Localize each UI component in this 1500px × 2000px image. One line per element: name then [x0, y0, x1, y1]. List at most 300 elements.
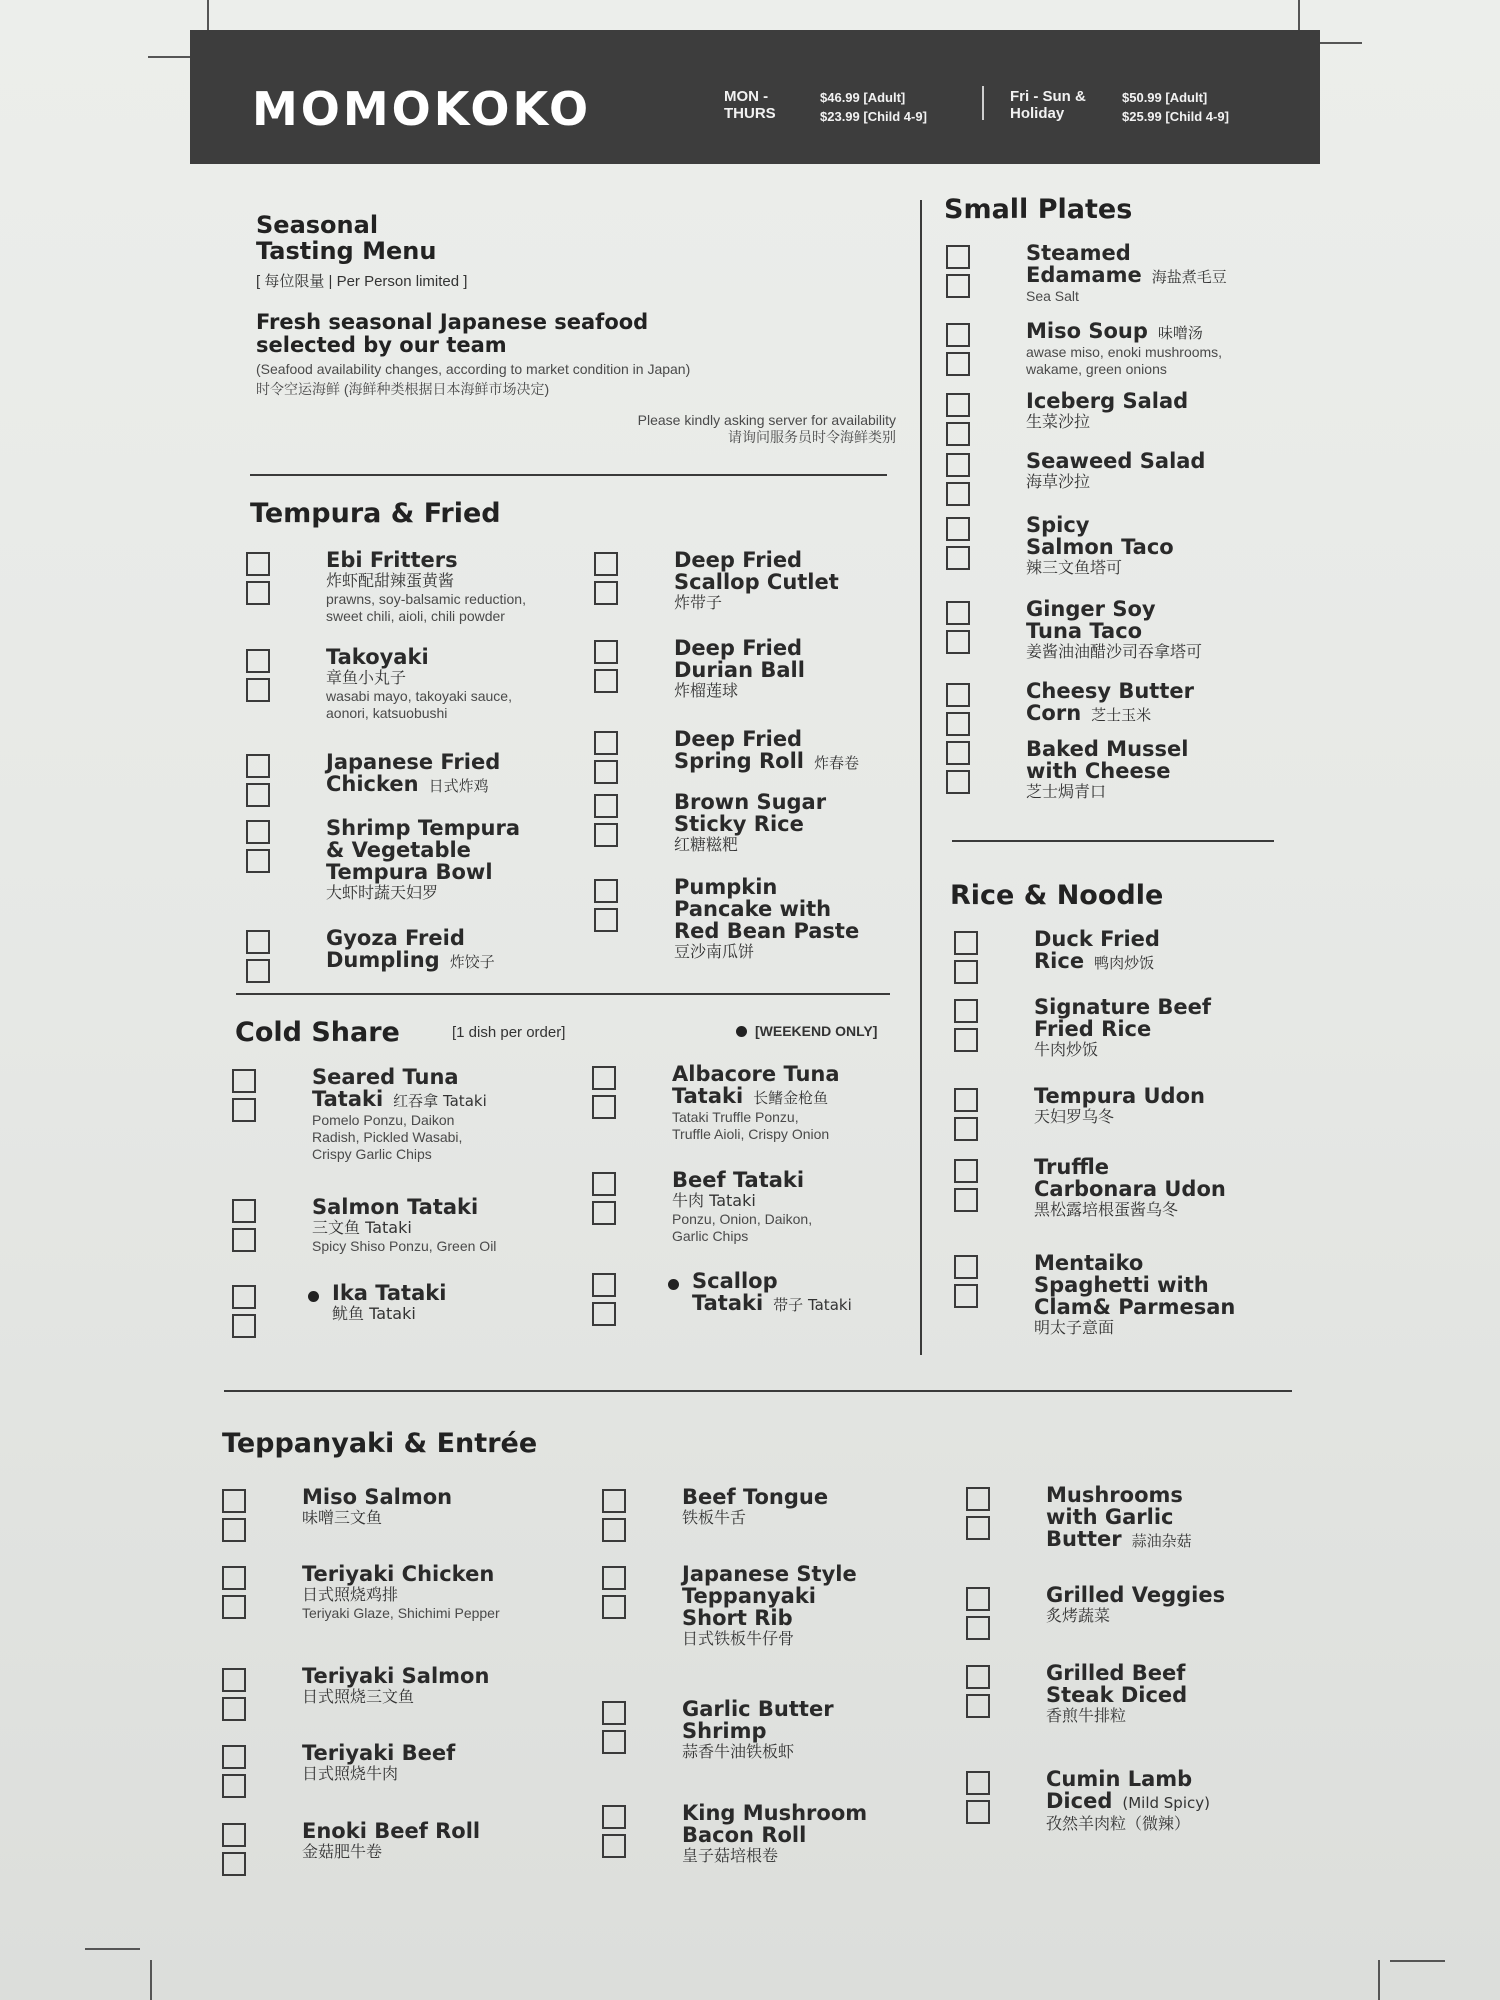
item-name-cn: (Mild Spicy): [1122, 1794, 1210, 1812]
seasonal-intro: [256, 212, 896, 446]
item-name: Tataki: [312, 1087, 384, 1111]
order-checkbox[interactable]: [946, 274, 970, 298]
order-checkbox[interactable]: [602, 1518, 626, 1542]
header-bar: [190, 30, 1320, 164]
order-checkbox[interactable]: [592, 1172, 616, 1196]
item-description: aonori, katsuobushi: [326, 705, 448, 721]
menu-item-text: [1046, 1584, 1225, 1626]
order-checkbox[interactable]: [232, 1228, 256, 1252]
item-name: Signature Beef: [1034, 995, 1212, 1019]
menu-item-text: [1026, 390, 1188, 432]
order-checkbox[interactable]: [592, 1302, 616, 1326]
item-name-cn: 辣三文鱼塔可: [1026, 558, 1123, 577]
order-checkbox[interactable]: [954, 1188, 978, 1212]
order-checkbox[interactable]: [246, 783, 270, 807]
item-name: Ebi Fritters: [326, 548, 458, 572]
item-name: Brown Sugar: [674, 790, 827, 814]
item-name: Red Bean Paste: [674, 919, 860, 943]
order-checkbox[interactable]: [946, 741, 970, 765]
menu-item-text: [1026, 598, 1202, 662]
item-name: & Vegetable: [326, 838, 471, 862]
divider-line: [224, 1390, 1292, 1392]
divider-line: [250, 474, 887, 476]
menu-item-text: [1026, 242, 1227, 305]
item-description: Garlic Chips: [672, 1228, 749, 1244]
item-name-cn: 日式炸鸡: [428, 777, 489, 795]
order-checkbox[interactable]: [946, 453, 970, 477]
item-name: Shrimp: [682, 1719, 767, 1743]
menu-item-text: [672, 1169, 812, 1245]
weekend-adult-price: $50.99 [Adult]: [1122, 90, 1208, 105]
checkbox-pair: [966, 1487, 995, 1545]
item-name-cn: 牛肉 Tataki: [672, 1191, 756, 1210]
checkbox-pair: [232, 1199, 261, 1257]
order-checkbox[interactable]: [222, 1595, 246, 1619]
checkbox-pair: [222, 1489, 251, 1547]
order-checkbox[interactable]: [246, 820, 270, 844]
header-divider: [982, 86, 984, 120]
order-checkbox[interactable]: [594, 552, 618, 576]
order-checkbox[interactable]: [966, 1487, 990, 1511]
order-checkbox[interactable]: [594, 731, 618, 755]
order-checkbox[interactable]: [946, 546, 970, 570]
order-checkbox[interactable]: [954, 1255, 978, 1279]
order-checkbox[interactable]: [954, 1284, 978, 1308]
menu-item-text: [1026, 514, 1174, 578]
order-checkbox[interactable]: [246, 959, 270, 983]
item-description: prawns, soy-balsamic reduction,: [326, 591, 526, 607]
checkbox-pair: [966, 1665, 995, 1723]
item-name-cn: 姜酱油油醋沙司吞拿塔可: [1026, 642, 1203, 661]
menu-item-text: [326, 549, 526, 625]
order-checkbox[interactable]: [592, 1095, 616, 1119]
menu-item-text: [1034, 1156, 1226, 1220]
item-name: Truffle: [1034, 1155, 1110, 1179]
item-name-cn: 日式铁板牛仔骨: [682, 1629, 795, 1648]
checkbox-pair: [222, 1668, 251, 1726]
order-checkbox[interactable]: [946, 422, 970, 446]
menu-item-text: [302, 1486, 452, 1528]
order-checkbox[interactable]: [594, 879, 618, 903]
weekend-prices: [1122, 88, 1229, 126]
menu-item-text: [302, 1820, 480, 1862]
item-name-cn: 炸带子: [674, 593, 723, 612]
order-checkbox[interactable]: [594, 640, 618, 664]
order-checkbox[interactable]: [954, 1088, 978, 1112]
checkbox-pair: [954, 1088, 983, 1146]
checkbox-pair: [246, 552, 275, 610]
checkbox-pair: [954, 1255, 983, 1313]
checkbox-pair: [946, 741, 975, 799]
item-name-cn: 炸榴莲球: [674, 681, 739, 700]
weekday-label: MON - THURS: [724, 88, 776, 122]
divider-line: [236, 993, 890, 995]
item-name: Beef Tataki: [672, 1168, 805, 1192]
menu-item-text: [1034, 1085, 1205, 1127]
item-name-cn: 金菇肥牛卷: [302, 1842, 383, 1861]
menu-item-text: [326, 927, 495, 973]
order-checkbox[interactable]: [602, 1489, 626, 1513]
order-checkbox[interactable]: [246, 552, 270, 576]
seasonal-headline-2: selected by our team: [256, 333, 507, 357]
weekday-prices: [820, 88, 927, 126]
order-checkbox[interactable]: [222, 1823, 246, 1847]
menu-item-text: [1034, 928, 1160, 974]
order-checkbox[interactable]: [594, 581, 618, 605]
item-name-cn: 豆沙南瓜饼: [674, 942, 755, 961]
checkbox-pair: [946, 683, 975, 741]
cold-share-note: [1 dish per order]: [452, 1024, 566, 1041]
item-name: Short Rib: [682, 1606, 793, 1630]
item-name-cn: 红吞拿 Tataki: [393, 1092, 487, 1110]
item-name: Sticky Rice: [674, 812, 804, 836]
item-name: Teriyaki Beef: [302, 1741, 456, 1765]
checkbox-pair: [946, 245, 975, 303]
order-checkbox[interactable]: [954, 931, 978, 955]
item-name-cn: 生菜沙拉: [1026, 412, 1091, 431]
menu-item-text: [1046, 1662, 1187, 1726]
order-checkbox[interactable]: [222, 1668, 246, 1692]
order-checkbox[interactable]: [222, 1774, 246, 1798]
item-name: Scallop Cutlet: [674, 570, 839, 594]
item-name-cn: 三文鱼 Tataki: [312, 1218, 412, 1237]
order-checkbox[interactable]: [946, 712, 970, 736]
order-checkbox[interactable]: [246, 649, 270, 673]
order-checkbox[interactable]: [954, 960, 978, 984]
item-name: Scallop: [692, 1269, 778, 1293]
menu-item-text: [692, 1270, 852, 1316]
item-name: Albacore Tuna: [672, 1062, 840, 1086]
divider-line: [952, 840, 1274, 842]
item-name: Cumin Lamb: [1046, 1767, 1193, 1791]
item-description: Sea Salt: [1026, 288, 1079, 304]
order-checkbox[interactable]: [966, 1665, 990, 1689]
item-name: Gyoza Freid: [326, 926, 465, 950]
item-name: with Garlic: [1046, 1505, 1174, 1529]
order-checkbox[interactable]: [222, 1566, 246, 1590]
order-checkbox[interactable]: [946, 630, 970, 654]
item-name: with Cheese: [1026, 759, 1171, 783]
menu-item-text: [674, 728, 859, 774]
checkbox-pair: [946, 323, 975, 381]
item-description: Pomelo Ponzu, Daikon: [312, 1112, 455, 1128]
item-name: Takoyaki: [326, 645, 429, 669]
item-name: Baked Mussel: [1026, 737, 1189, 761]
item-name: King Mushroom: [682, 1801, 868, 1825]
checkbox-pair: [592, 1273, 621, 1331]
item-name: Enoki Beef Roll: [302, 1819, 481, 1843]
order-checkbox[interactable]: [946, 323, 970, 347]
menu-item-text: [682, 1698, 834, 1762]
item-name: Grilled Veggies: [1046, 1583, 1226, 1607]
item-name-cn: 香煎牛排粒: [1046, 1706, 1127, 1725]
item-name-cn: 长鳍金枪鱼: [753, 1089, 829, 1107]
order-checkbox[interactable]: [946, 770, 970, 794]
weekend-dot-icon: [736, 1026, 747, 1037]
item-description: Teriyaki Glaze, Shichimi Pepper: [302, 1605, 500, 1621]
order-checkbox[interactable]: [246, 754, 270, 778]
item-name: Mushrooms: [1046, 1483, 1183, 1507]
menu-item-text: [674, 791, 826, 855]
item-name: Tempura Bowl: [326, 860, 493, 884]
item-name: Ika Tataki: [332, 1281, 447, 1305]
seasonal-note-en: (Seafood availability changes, according to market condition in Japan): [256, 361, 691, 377]
item-name-cn: 日式照烧牛肉: [302, 1764, 399, 1783]
weekend-dot-icon: [668, 1279, 679, 1290]
menu-item-text: [682, 1486, 828, 1528]
menu-item-text: [1026, 680, 1194, 726]
order-checkbox[interactable]: [946, 482, 970, 506]
order-checkbox[interactable]: [246, 930, 270, 954]
checkbox-pair: [602, 1701, 631, 1759]
item-name: Pancake with: [674, 897, 832, 921]
item-name-cn: 大虾时蔬天妇罗: [326, 883, 439, 902]
item-name: Teriyaki Salmon: [302, 1664, 490, 1688]
menu-item-text: [1046, 1768, 1210, 1834]
checkbox-pair: [946, 601, 975, 659]
order-checkbox[interactable]: [602, 1566, 626, 1590]
item-name: Miso Salmon: [302, 1485, 453, 1509]
item-name: Grilled Beef: [1046, 1661, 1186, 1685]
order-checkbox[interactable]: [602, 1701, 626, 1725]
section-cold-title: Cold Share: [235, 1017, 400, 1048]
order-checkbox[interactable]: [222, 1852, 246, 1876]
checkbox-pair: [946, 517, 975, 575]
checkbox-pair: [594, 879, 623, 937]
order-checkbox[interactable]: [594, 908, 618, 932]
crop-mark: [150, 1960, 152, 2000]
checkbox-pair: [246, 649, 275, 707]
checkbox-pair: [602, 1489, 631, 1547]
item-name: Pumpkin: [674, 875, 778, 899]
order-checkbox[interactable]: [954, 999, 978, 1023]
menu-item-text: [326, 751, 500, 797]
item-name: Deep Fried: [674, 548, 803, 572]
order-checkbox[interactable]: [232, 1285, 256, 1309]
item-name: Chicken: [326, 772, 419, 796]
crop-mark: [1378, 1960, 1380, 2000]
order-checkbox[interactable]: [966, 1771, 990, 1795]
order-checkbox[interactable]: [592, 1066, 616, 1090]
checkbox-pair: [246, 820, 275, 878]
order-checkbox[interactable]: [246, 849, 270, 873]
item-name-cn: 红糖糍粑: [674, 835, 739, 854]
checkbox-pair: [602, 1805, 631, 1863]
order-checkbox[interactable]: [966, 1694, 990, 1718]
item-name: Teriyaki Chicken: [302, 1562, 495, 1586]
item-name: Carbonara Udon: [1034, 1177, 1226, 1201]
order-checkbox[interactable]: [222, 1697, 246, 1721]
item-name-cn: 海盐煮毛豆: [1151, 268, 1227, 286]
order-checkbox[interactable]: [954, 1159, 978, 1183]
menu-item-text: [312, 1196, 496, 1255]
item-name: Salmon Tataki: [312, 1195, 479, 1219]
weekend-child-price: $25.99 [Child 4-9]: [1122, 109, 1229, 124]
order-checkbox[interactable]: [222, 1745, 246, 1769]
item-name-cn: 芝士焗青口: [1026, 782, 1107, 801]
item-description: awase miso, enoki mushrooms,: [1026, 344, 1223, 360]
order-checkbox[interactable]: [232, 1098, 256, 1122]
item-name: Tataki: [692, 1291, 764, 1315]
item-name: Bacon Roll: [682, 1823, 807, 1847]
item-name: Japanese Fried: [326, 750, 501, 774]
item-name: Tuna Taco: [1026, 619, 1143, 643]
item-name: Teppanyaki: [682, 1584, 816, 1608]
item-description: Spicy Shiso Ponzu, Green Oil: [312, 1238, 497, 1254]
menu-item-text: [326, 646, 512, 722]
menu-item-text: [672, 1063, 840, 1143]
item-description: Crispy Garlic Chips: [312, 1146, 432, 1162]
item-name: Beef Tongue: [682, 1485, 829, 1509]
menu-item-text: [1034, 1252, 1235, 1338]
checkbox-pair: [592, 1066, 621, 1124]
order-checkbox[interactable]: [222, 1489, 246, 1513]
item-description: Truffle Aioli, Crispy Onion: [672, 1126, 830, 1142]
checkbox-pair: [222, 1566, 251, 1624]
order-checkbox[interactable]: [222, 1518, 246, 1542]
menu-item-text: [1026, 320, 1222, 378]
item-description: Radish, Pickled Wasabi,: [312, 1129, 463, 1145]
item-name-cn: 带子 Tataki: [773, 1296, 852, 1314]
menu-item-text: [1046, 1484, 1192, 1552]
order-checkbox[interactable]: [602, 1595, 626, 1619]
order-checkbox[interactable]: [602, 1805, 626, 1829]
checkbox-pair: [594, 552, 623, 610]
menu-item-text: [674, 549, 839, 613]
menu-item-text: [674, 637, 805, 701]
order-checkbox[interactable]: [946, 393, 970, 417]
checkbox-pair: [222, 1823, 251, 1881]
weekend-only-label: [WEEKEND ONLY]: [755, 1023, 878, 1039]
checkbox-pair: [954, 931, 983, 989]
item-name: Fried Rice: [1034, 1017, 1152, 1041]
section-small-plates-title: Small Plates: [944, 194, 1133, 225]
order-checkbox[interactable]: [946, 601, 970, 625]
brand-logo: MOMOKOKO: [252, 82, 592, 136]
weekend-dot-icon: [308, 1291, 319, 1302]
item-name: Duck Fried: [1034, 927, 1160, 951]
order-checkbox[interactable]: [946, 517, 970, 541]
item-name: Seared Tuna: [312, 1065, 459, 1089]
order-checkbox[interactable]: [946, 245, 970, 269]
order-checkbox[interactable]: [954, 1117, 978, 1141]
item-name-cn: 日式照烧三文鱼: [302, 1687, 415, 1706]
item-name: Spring Roll: [674, 749, 804, 773]
item-name: Steak Diced: [1046, 1683, 1188, 1707]
item-name-cn: 蒜油杂菇: [1131, 1532, 1192, 1550]
order-checkbox[interactable]: [592, 1201, 616, 1225]
item-name-cn: 炸饺子: [449, 953, 495, 971]
item-name: Corn: [1026, 701, 1082, 725]
order-checkbox[interactable]: [966, 1516, 990, 1540]
order-checkbox[interactable]: [966, 1587, 990, 1611]
crop-mark: [1298, 0, 1300, 30]
checkbox-pair: [954, 999, 983, 1057]
item-description: sweet chili, aioli, chili powder: [326, 608, 505, 624]
order-checkbox[interactable]: [602, 1834, 626, 1858]
checkbox-pair: [246, 930, 275, 988]
order-checkbox[interactable]: [232, 1069, 256, 1093]
order-checkbox[interactable]: [246, 581, 270, 605]
order-checkbox[interactable]: [592, 1273, 616, 1297]
order-checkbox[interactable]: [946, 683, 970, 707]
item-name: Japanese Style: [682, 1562, 857, 1586]
order-checkbox[interactable]: [232, 1199, 256, 1223]
order-checkbox[interactable]: [232, 1314, 256, 1338]
item-name-cn: 炸春卷: [814, 754, 860, 772]
menu-item-text: [302, 1742, 455, 1784]
menu-item-text: [1034, 996, 1211, 1060]
item-name-cn: 天妇罗乌冬: [1034, 1107, 1115, 1126]
menu-item-text: [682, 1563, 857, 1649]
order-checkbox[interactable]: [966, 1800, 990, 1824]
item-name: Deep Fried: [674, 636, 803, 660]
item-name-cn: 蒜香牛油铁板虾: [682, 1742, 795, 1761]
item-name: Dumpling: [326, 948, 440, 972]
order-checkbox[interactable]: [954, 1028, 978, 1052]
item-name: Mentaiko: [1034, 1251, 1144, 1275]
item-description: wakame, green onions: [1026, 361, 1167, 377]
item-name: Miso Soup: [1026, 319, 1148, 343]
menu-item-text: [302, 1665, 489, 1707]
menu-item-text: [674, 876, 859, 962]
item-name: Spaghetti with: [1034, 1273, 1209, 1297]
item-name: Salmon Taco: [1026, 535, 1174, 559]
section-rice-noodle-title: Rice & Noodle: [950, 880, 1164, 911]
column-divider: [920, 200, 922, 1355]
menu-item-text: [332, 1282, 446, 1324]
order-checkbox[interactable]: [594, 794, 618, 818]
checkbox-pair: [594, 640, 623, 698]
seasonal-limit: [ 每位限量 | Per Person limited ]: [256, 273, 468, 290]
section-tempura-title: Tempura & Fried: [250, 498, 501, 529]
seasonal-title: Seasonal: [256, 211, 379, 239]
menu-item-text: [1026, 450, 1205, 492]
item-name-cn: 鱿鱼 Tataki: [332, 1304, 416, 1323]
item-name-cn: 牛肉炒饭: [1034, 1040, 1099, 1059]
menu-item-text: [302, 1563, 500, 1622]
checkbox-pair: [592, 1172, 621, 1230]
seasonal-note-cn: 时令空运海鲜 (海鲜种类根据日本海鲜市场决定): [256, 381, 550, 397]
order-checkbox[interactable]: [946, 352, 970, 376]
item-name-cn: 明太子意面: [1034, 1318, 1115, 1337]
checkbox-pair: [946, 453, 975, 511]
checkbox-pair: [954, 1159, 983, 1217]
seasonal-headline: Fresh seasonal Japanese seafood: [256, 310, 649, 334]
order-checkbox[interactable]: [246, 678, 270, 702]
seasonal-title-2: Tasting Menu: [256, 237, 437, 265]
item-name-cn: 味噌汤: [1157, 324, 1203, 342]
checkbox-pair: [966, 1587, 995, 1645]
menu-item-text: [326, 817, 520, 903]
item-name-cn: 炙烤蔬菜: [1046, 1606, 1111, 1625]
seasonal-ask-cn: 请询问服务员时令海鲜类别: [728, 429, 896, 445]
item-name: Tataki: [672, 1084, 744, 1108]
order-checkbox[interactable]: [602, 1730, 626, 1754]
section-teppanyaki-title: Teppanyaki & Entrée: [222, 1428, 538, 1459]
item-name: Tempura Udon: [1034, 1084, 1205, 1108]
order-checkbox[interactable]: [594, 823, 618, 847]
item-name: Clam& Parmesan: [1034, 1295, 1236, 1319]
order-checkbox[interactable]: [594, 669, 618, 693]
item-name: Cheesy Butter: [1026, 679, 1194, 703]
item-name: Durian Ball: [674, 658, 805, 682]
order-checkbox[interactable]: [966, 1616, 990, 1640]
order-checkbox[interactable]: [594, 760, 618, 784]
crop-mark: [1390, 1960, 1445, 1962]
checkbox-pair: [966, 1771, 995, 1829]
seasonal-ask-en: Please kindly asking server for availability: [637, 412, 896, 428]
